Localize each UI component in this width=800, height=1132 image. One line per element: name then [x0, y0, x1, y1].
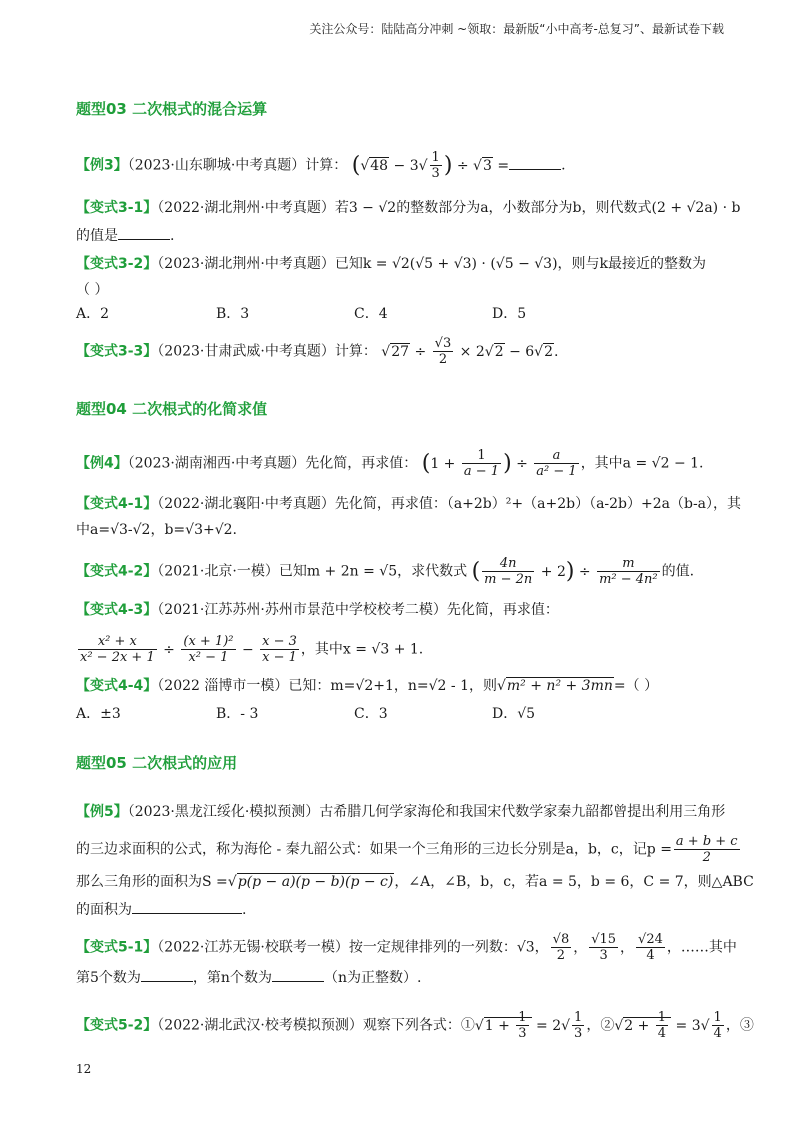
problem-variant-4-2 — [76, 556, 740, 587]
problem-text: ，其中x = √3 + 1. — [300, 641, 424, 658]
option-d: D．5 — [492, 306, 527, 322]
problem-source: （2021·江苏苏州·苏州市景范中学校校考二模） — [157, 602, 447, 618]
problem-text: 的值. — [661, 563, 695, 580]
problem-text: 计算： — [334, 343, 377, 360]
answer-blank — [509, 155, 561, 170]
answer-blank — [272, 967, 324, 982]
section-title-03: 题型03 二次根式的混合运算 — [76, 100, 268, 118]
option-c: C．4 — [354, 306, 388, 322]
problem-text: ，第n个数为 — [192, 970, 272, 986]
problem-text: 已知m + 2n = √5，求代数式 — [278, 563, 468, 580]
answer-blank — [132, 899, 242, 914]
option-b: B．3 — [216, 306, 250, 322]
problem-example-5 — [76, 798, 740, 826]
problem-variant-4-1-cont: 中a=√3-√2，b=√3+√2. — [76, 522, 237, 538]
page-header: 关注公众号：陆陆高分冲刺 ~领取：最新版“小中高考-总复习”、最新试卷下载 — [309, 22, 724, 36]
problem-text: 计算： — [305, 157, 348, 174]
math-expression: ( $\frac{4n}{m - 2n}$ + 2) ÷ $\frac{m}{\text{m² − 4n²}}$ — [471, 556, 658, 587]
problem-tag: 【变式4-1】 — [76, 496, 158, 512]
problem-tag: 【变式4-2】 — [76, 563, 158, 580]
problem-tag: 【例5】 — [76, 804, 128, 820]
problem-source: （2023·山东聊城·中考真题） — [127, 157, 306, 174]
problem-source: （2022·江苏无锡·校联考一模） — [157, 939, 349, 956]
problem-text: 已知k = √2(√5 + √3) · (√5 − √3)，则与k最接近的整数为 — [334, 256, 707, 272]
problem-text: ，② — [586, 1017, 615, 1034]
problem-variant-5-1 — [76, 932, 740, 963]
math-expression: √p(p − a)(p − b)(p − c) — [227, 874, 394, 890]
answer-blank — [141, 967, 193, 982]
section-title-05: 题型05 二次根式的应用 — [76, 754, 238, 772]
problem-text: 已知：m=√2+1，n=√2 - 1，则 — [288, 678, 497, 694]
problem-text: 观察下列各式：① — [362, 1017, 475, 1034]
problem-text: 的面积为 — [76, 902, 132, 918]
option-c: C．3 — [354, 706, 388, 722]
problem-source: （2023·黑龙江绥化·模拟预测） — [127, 804, 320, 820]
problem-text: ，……其中 — [666, 939, 737, 956]
math-expression: √1 + $\frac{1}{3}$ = 2√ $\frac{1}{3}$ — [474, 1010, 583, 1041]
math-expression: √2 + $\frac{1}{4}$ = 3√ $\frac{1}{4}$ — [614, 1010, 722, 1041]
problem-text: 先化简，再求值： — [305, 455, 418, 472]
problem-source: （2022 淄博市一模） — [157, 678, 289, 694]
problem-variant-4-1 — [76, 490, 740, 518]
problem-text: 的三边求面积的公式，称为海伦 - 秦九韶公式：如果一个三角形的三边长分别是a，b，c，记p = — [76, 841, 672, 858]
problem-tag: 【例4】 — [76, 455, 128, 472]
problem-example-5-cont2 — [76, 868, 754, 896]
problem-text: ，其中a = √2 − 1. — [580, 455, 704, 472]
problem-source: （2022·湖北荆州·中考真题） — [157, 200, 335, 216]
problem-tag: 【变式5-2】 — [76, 1017, 158, 1034]
problem-tag: 【变式5-1】 — [76, 939, 158, 956]
math-sequence: $\frac{√8}{2}$ ， $\frac{√15}{3}$ ， $\frac{√24}{4}$ — [552, 932, 663, 963]
problem-source: （2023·湖南湘西·中考真题） — [127, 455, 306, 472]
math-expression: $\frac{\text{x² + x}}{\text{x² − 2x + 1}}$ ÷ $\frac{\text{(x + 1)²}}{\text{x² − 1}}$ − $\frac{x - 3}{x - 1}$ — [80, 634, 297, 665]
math-expression: (√48 − 3√ $\frac{1}{3}$ ) ÷ √3 = — [351, 150, 510, 181]
answer-blank — [118, 225, 170, 240]
problem-tag: 【变式3-2】 — [76, 256, 158, 272]
problem-example-5-cont — [76, 834, 740, 865]
problem-text: 先化简，再求值：（a+2b）²+（a+2b）（a-2b）+2a（b-a），其 — [334, 496, 742, 512]
math-expression: √27 ÷ $\frac{√3}{2}$ × 2√2 − 6√2. — [381, 336, 559, 367]
problem-variant-3-1-cont: 的值是 . — [76, 222, 740, 250]
problem-text: ，③ — [725, 1017, 754, 1034]
problem-source: （2023·湖北荆州·中考真题） — [157, 256, 335, 272]
problem-tag: 【变式3-3】 — [76, 343, 158, 360]
math-fraction: $\frac{a + b + c}{2}$ — [675, 834, 738, 865]
option-b: B．- 3 — [216, 706, 259, 722]
problem-variant-3-3 — [76, 336, 740, 367]
problem-variant-4-3-cont — [76, 634, 740, 665]
problem-text: 第5个数为 — [76, 970, 141, 986]
option-d: D．√5 — [492, 706, 536, 722]
problem-tag: 【变式4-3】 — [76, 602, 158, 618]
problem-text: ，∠A，∠B，b，c，若a = 5，b = 6，C = 7，则△ABC — [394, 874, 754, 890]
problem-variant-5-2 — [76, 1010, 754, 1041]
problem-source: （2022·湖北武汉·校考模拟预测） — [157, 1017, 363, 1034]
answer-paren: （ ） — [76, 282, 109, 298]
answer-paren: =（ ） — [613, 678, 659, 694]
math-expression: √m² + n² + 3mn — [496, 678, 613, 694]
problem-text: 古希腊几何学家海伦和我国宋代数学家秦九韶都曾提出利用三角形 — [319, 804, 726, 820]
problem-source: （2023·甘肃武威·中考真题） — [157, 343, 335, 360]
problem-source: （2022·湖北襄阳·中考真题） — [157, 496, 335, 512]
problem-text: 若3 − √2的整数部分为a，小数部分为b，则代数式(2 + √2a) · b — [334, 200, 741, 216]
section-title-04: 题型04 二次根式的化简求值 — [76, 400, 268, 418]
problem-example-5-cont3: 的面积为 . — [76, 896, 740, 924]
problem-example-3: 【例3】（2023·山东聊城·中考真题）计算： (√48 − 3√ $\frac{1}{3}$ ) ÷ √3 = . — [76, 150, 566, 181]
problem-text: 先化简，再求值： — [446, 602, 559, 618]
problem-variant-4-4 — [76, 672, 740, 700]
math-expression: (1 + $\frac{1}{a - 1}$ ) ÷ $\frac{a}{\text{a² − 1}}$ — [421, 448, 577, 479]
problem-text: （n为正整数）. — [323, 970, 422, 986]
problem-text: 的值是 — [76, 228, 118, 244]
problem-tag: 【例3】 — [76, 157, 128, 174]
option-a: A．±3 — [76, 706, 121, 722]
problem-variant-3-1 — [76, 194, 740, 222]
problem-variant-3-2 — [76, 250, 740, 278]
problem-variant-5-1-cont — [76, 964, 740, 992]
problem-example-4 — [76, 448, 740, 479]
problem-text: 那么三角形的面积为S = — [76, 874, 228, 890]
problem-source: （2021·北京·一模） — [157, 563, 279, 580]
problem-variant-4-3 — [76, 596, 740, 624]
problem-tag: 【变式3-1】 — [76, 200, 158, 216]
option-a: A．2 — [76, 306, 110, 322]
problem-text: 按一定规律排列的一列数：√3， — [348, 939, 549, 956]
problem-tag: 【变式4-4】 — [76, 678, 158, 694]
page-number: 12 — [76, 1062, 92, 1076]
